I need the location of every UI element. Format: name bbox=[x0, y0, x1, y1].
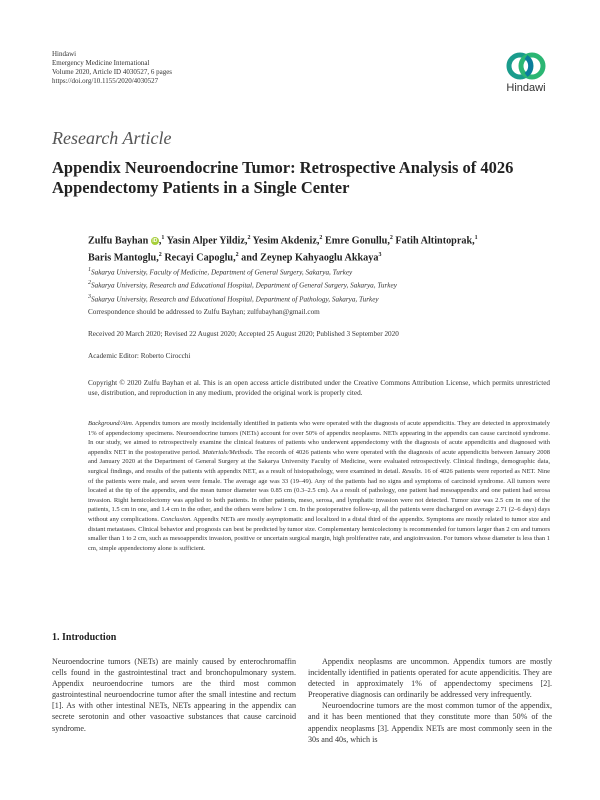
author-affil-sup: 2 bbox=[158, 252, 162, 259]
author-affil-sup: 2 bbox=[235, 252, 239, 259]
paragraph: Neuroendocrine tumors are the most common tumor of the appendix, and it has been mentioned that they constitute more than 50% of the appendix neoplasms [3]. Appendix NETs are most commonly seen in the 30s and 40s, which is bbox=[308, 701, 552, 744]
abstract-text: The records of 4026 patients who were operated with the diagnosis of acute appendicitis between January 2008 and January 2020 at the Department of General Surgery at the Sakarya University Faculty of Medicine, were evaluated retrospectively. Clinical findings, demographic data, surgical findings, and results of the patients with appendix NET, as a result of histopathology, were examined in detail. bbox=[88, 448, 551, 475]
affiliation-item bbox=[88, 292, 558, 305]
author-name[interactable]: Emre Gonullu, bbox=[324, 235, 390, 247]
author-affil-sup: 3 bbox=[378, 252, 382, 259]
doi-link[interactable]: https://doi.org/10.1155/2020/4030527 bbox=[52, 77, 159, 85]
author-name[interactable]: Yesim Akdeniz, bbox=[252, 235, 320, 247]
author-affil-sup: 1 bbox=[474, 235, 478, 241]
paragraph: Neuroendocrine tumors (NETs) are mainly caused by enterochromaffin cells found in the gastrointestinal tract and bronchopulmonary system. Appendix neuroendocrine tumors are the third most common gastrointestinal neuroendocrine tumor after the small intestine and rectum [1]. As with other intestinal NETs, NETs appearing in the appendix can secrete serotonin and other vasoactive substances that cause carcinoid syndrome. bbox=[52, 657, 296, 733]
abstract-label: Materials/Methods. bbox=[202, 448, 254, 456]
author-list bbox=[88, 231, 558, 266]
author-line-2 bbox=[88, 248, 558, 265]
abstract-text: 16 of 4026 patients were reported as NET. Nine of the patients were male, and seven were female. The average age was 33 (19–49). Any of the patients had no signs and symptoms of carcinoid syndrome. All tumors were located at the tip of the appendix, and the mean tumor diameter was 0.85 cm (0.3–2.5 cm). As a result of pathology, one patient had mesoappendix and one patient had serosa invasion. Right hemicolectomy was applied to both patients. In other patients, meso, serosa, and lymphatic invasion were not detected. Tumor size was 2.5 cm in one of the patients, 1.5 cm in one, and 1.4 cm in the other, and the others were below 1 cm. In the postoperative follow-up, all the patients were discharged on average 2.71 (2–6 days) days without any complications. bbox=[88, 467, 550, 523]
article-dates: Received 20 March 2020; Revised 22 August 2020; Accepted 25 August 2020; Published 3 September 2020 bbox=[88, 330, 399, 338]
affiliation-text: Sakarya University, Faculty of Medicine, Department of General Surgery, Sakarya, Turkey bbox=[91, 268, 353, 277]
author-name[interactable]: Zulfu Bayhan bbox=[88, 235, 149, 247]
author-name[interactable]: Recayi Capoglu, bbox=[164, 252, 236, 264]
left-column bbox=[52, 656, 296, 734]
affiliation-text: Sakarya University, Research and Educational Hospital, Department of General Surgery, Sakarya, Turkey bbox=[91, 281, 397, 290]
copyright-notice: Copyright © 2020 Zulfu Bayhan et al. This is an open access article distributed under the Creative Commons Attribution License, which permits unrestricted use, distribution, and reproduction in any medium, provided the original work is properly cited. bbox=[88, 379, 550, 397]
right-column bbox=[308, 656, 552, 745]
author-name[interactable]: Fatih Altintoprak, bbox=[395, 235, 475, 247]
affiliation-item bbox=[88, 265, 558, 278]
abstract-label: Conclusion. bbox=[160, 515, 192, 523]
author-affil-sup: 2 bbox=[319, 235, 323, 241]
author-name[interactable]: Yasin Alper Yildiz, bbox=[166, 235, 248, 247]
affiliation-sup: 2 bbox=[88, 280, 91, 287]
paragraph: Appendix neoplasms are uncommon. Appendix tumors are mostly incidentally identified in patients operated for acute appendicitis. They are detected in approximately 1% of appendectomy specimens [2]. Preoperative diagnosis can ordinarily be addressed very infrequently. bbox=[308, 657, 552, 700]
abstract-text: Appendix tumors are mostly incidentally identified in patients who were operated with the diagnosis of acute appendicitis. They are detected in approximately 1% of appendectomy specimens. Neuroendocrine tumors (NETs) account for over 50% of appendix neoplasms. NETs appearing in the appendix can cause carcinoid syndrome. In our study, we aimed to retrospectively examine the clinical features of patients who underwent appendectomy with the diagnosis of acute appendicitis and diagnosed with appendix NET in the postoperative period. bbox=[88, 420, 550, 456]
author-affil-sup: 2 bbox=[389, 235, 393, 241]
hindawi-logo-icon bbox=[506, 48, 546, 84]
author-affil-sup: 1 bbox=[161, 235, 165, 241]
volume-info: Volume 2020, Article ID 4030527, 6 pages bbox=[52, 68, 173, 76]
logo-text: Hindawi bbox=[506, 82, 546, 94]
affiliation-sup: 3 bbox=[88, 293, 91, 300]
affiliations bbox=[88, 265, 558, 305]
author-name[interactable]: and Zeynep Kahyaoglu Akkaya bbox=[241, 252, 379, 264]
correspondence: Correspondence should be addressed to Zulfu Bayhan; zulfubayhan@gmail.com bbox=[88, 308, 320, 316]
abstract bbox=[88, 419, 550, 553]
hindawi-logo bbox=[498, 48, 554, 104]
academic-editor: Academic Editor: Roberto Cirocchi bbox=[88, 352, 191, 360]
abstract-text: Appendix NETs are mostly asymptomatic and localized in a distal third of the appendix. Symptoms are mostly related to tumor size and distant metastases. Clinical behavior and prognosis can best be predicted by tumor size. Complementary hemicolectomy is recommended for tumors larger than 2 cm and tumors smaller than 1 to 2 cm, such as mesoappendix invasion, positive or uncertain surgical margin, high proliferative rate, and angioinvasion. For tumors whose diameter is less than 1 cm, simple appendectomy alone is sufficient. bbox=[88, 515, 550, 552]
article-title: Appendix Neuroendocrine Tumor: Retrospective Analysis of 4026 Appendectomy Patients in a Single Center bbox=[52, 158, 514, 197]
author-line-1: Zulfu Bayhan iD ,$^1$ Yasin Alper Yildiz,$^2$ Yesim Akdeniz,$^2$ Emre Gonullu,$^2$ Fatih Altintoprak,$^1$ bbox=[88, 235, 478, 247]
orcid-icon[interactable]: iD bbox=[152, 238, 158, 245]
affiliation-item bbox=[88, 278, 558, 291]
publisher-name: Hindawi bbox=[52, 50, 77, 58]
abstract-label: Results. bbox=[402, 467, 423, 475]
section-heading: 1. Introduction bbox=[52, 632, 117, 643]
affiliation-sup: 1 bbox=[88, 267, 91, 273]
abstract-label: Background/Aim. bbox=[88, 420, 134, 427]
author-affil-sup: 2 bbox=[247, 235, 251, 241]
article-type: Research Article bbox=[52, 128, 172, 148]
author-name[interactable]: Baris Mantoglu, bbox=[88, 252, 159, 264]
journal-header bbox=[52, 50, 172, 86]
journal-name: Emergency Medicine International bbox=[52, 59, 150, 67]
affiliation-text: Sakarya University, Research and Educational Hospital, Department of Pathology, Sakarya, Turkey bbox=[91, 295, 379, 304]
